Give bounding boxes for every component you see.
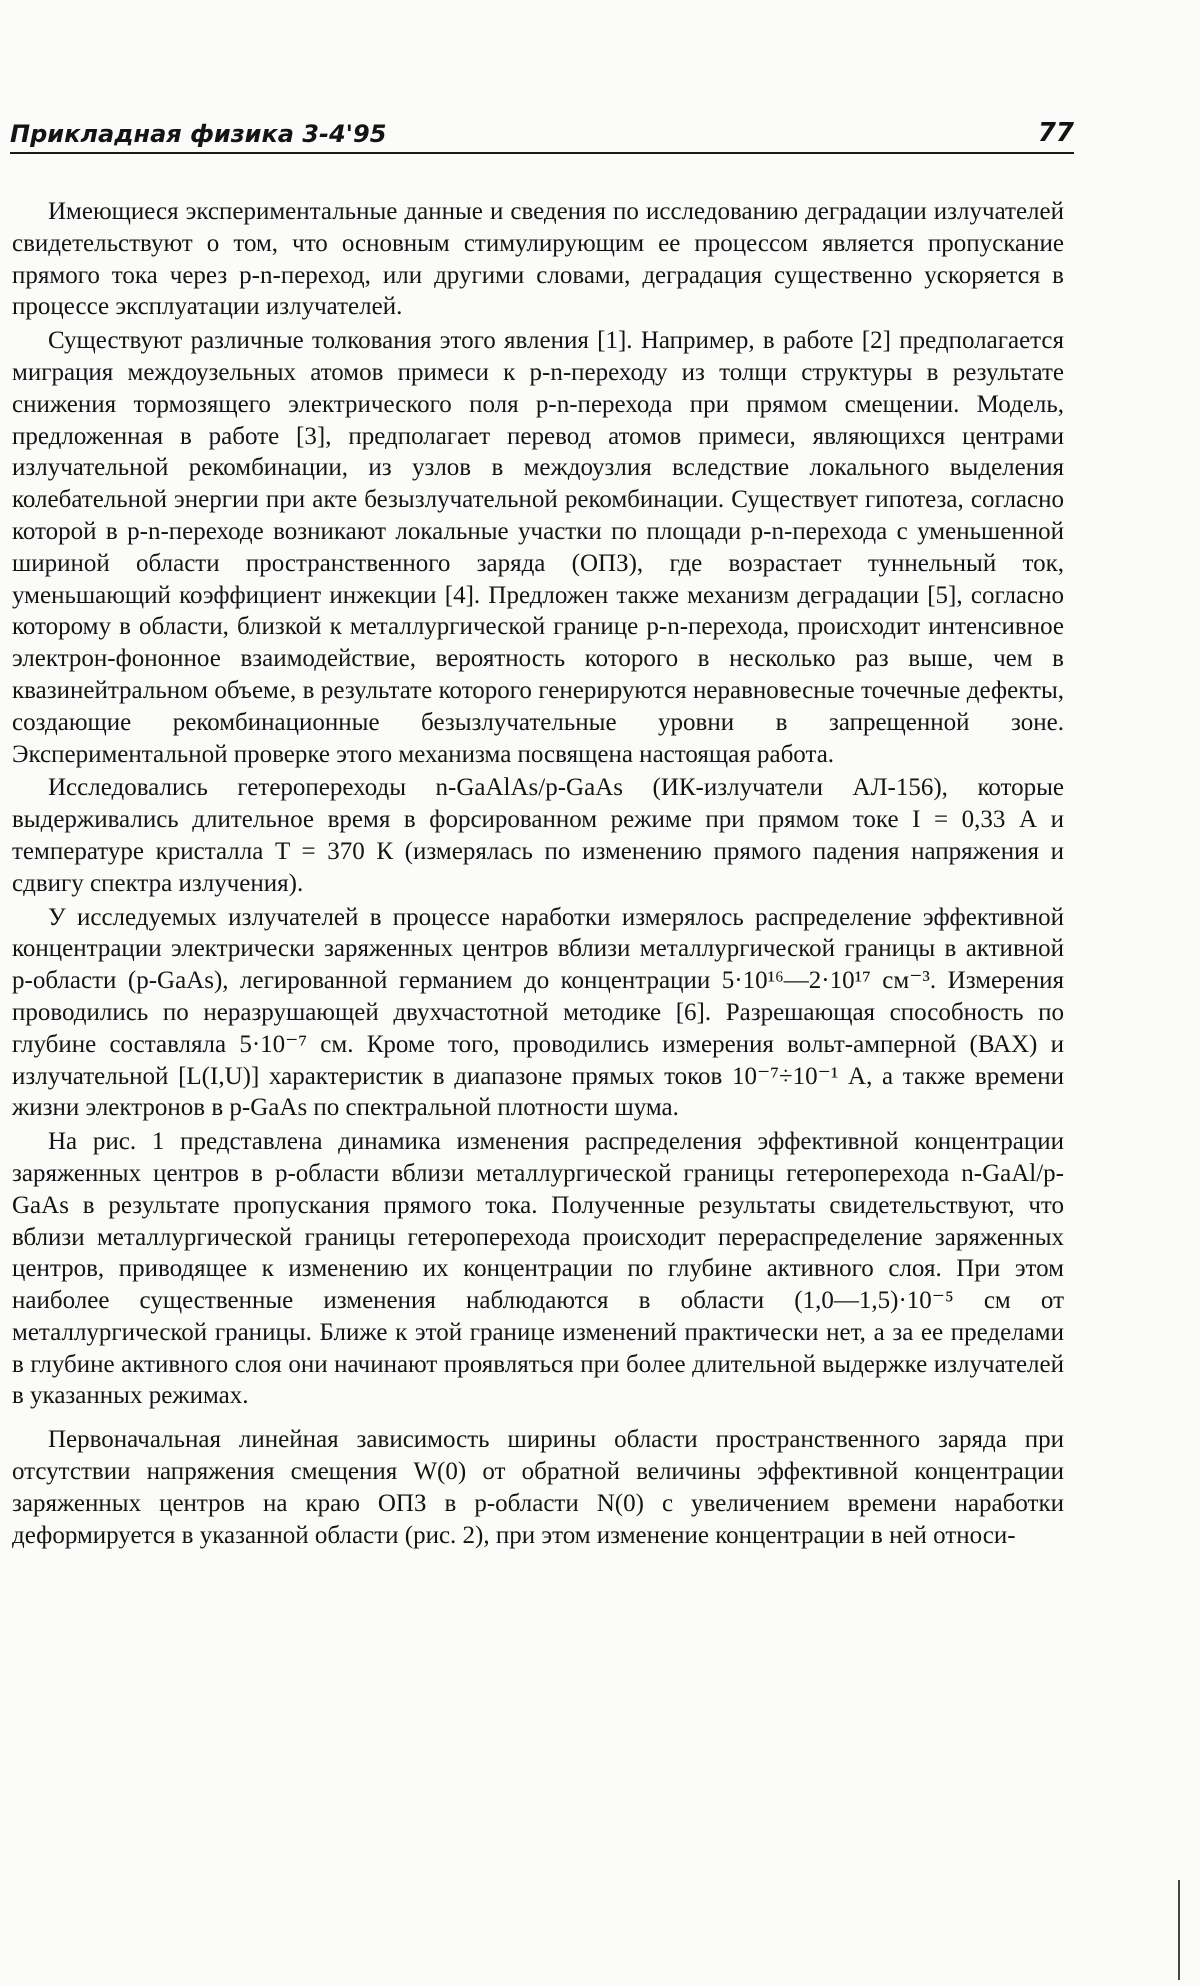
paragraph-interpretations: Существуют различные толкования этого явления [1]. Например, в работе [2] предполагается миграция междоузельных атомов примеси к p-n-переходу из толщи структуры в результате снижения тормозящего электрического поля p-n-перехода при прямом смещении. Модель, предложенная в работе [3], предполагает перевод атомов примеси, являющихся центрами излучательной рекомбинации, из узлов в междоузлия вследствие локального выделения колебательной энергии при акте безызлучательной рекомбинации. Существует гипотеза, согласно которой в p-n-переходе возникают локальные участки по площади p-n-перехода с уменьшенной шириной области пространственного заряда (ОПЗ), где возрастает туннельный ток, уменьшающий коэффициент инжекции [4]. Предложен также механизм деградации [5], согласно которому в области, близкой к металлургической границе p-n-перехода, происходит интенсивное электрон-фононное взаимодействие, вероятность которого в несколько раз выше, чем в квазинейтральном объеме, в результате которого генерируются неравновесные точечные дефекты, создающие рекомбинационные безызлучательные уровни в запрещенной зоне. Экспериментальной проверке этого механизма посвящена настоящая работа.: [12, 327, 1064, 768]
journal-title: Прикладная физика 3-4'95: [10, 120, 387, 148]
page-number: 77: [1037, 118, 1074, 148]
article-body: [12, 196, 1064, 1553]
paragraph-figure-1: На рис. 1 представлена динамика изменения распределения эффективной концентрации заряженных центров в p-области вблизи металлургической границы гетероперехода n-GaAl/p-GaAs в результате пропускания прямого тока. Полученные результаты свидетельствуют, что вблизи металлургической границы гетероперехода происходит перераспределение заряженных центров, приводящее к изменению их концентрации по глубине активного слоя. При этом наиболее существенные изменения наблюдаются в области (1,0—1,5)·10⁻⁵ см от металлургической границы. Ближе к этой границе изменений практически нет, а за ее пределами в глубине активного слоя они начинают проявляться при более длительной выдержке излучателей в указанных режимах.: [12, 1128, 1064, 1410]
paragraph-degradation-data: Имеющиеся экспериментальные данные и сведения по исследованию деградации излучателей свидетельствуют о том, что основным стимулирующим ее процессом является пропускание прямого тока через p-n-переход, или другими словами, деградация существенно ускоряется в процессе эксплуатации излучателей.: [12, 198, 1064, 321]
page-edge-shadow: [1178, 1880, 1180, 1980]
running-header: [10, 112, 1074, 154]
paragraph-figure-2: Первоначальная линейная зависимость ширины области пространственного заряда при отсутствии напряжения смещения W(0) от обратной величины эффективной концентрации заряженных центров на краю ОПЗ в p-области N(0) с увеличением времени наработки деформируется в указанной области (рис. 2), при этом изменение концентрации в ней относи-: [12, 1426, 1064, 1549]
paragraph-measurements: У исследуемых излучателей в процессе наработки измерялось распределение эффективной концентрации электрически заряженных центров вблизи металлургической границы в активной p-области (p-GaAs), легированной германием до концентрации 5·10¹⁶—2·10¹⁷ см⁻³. Измерения проводились по неразрушающей двухчастотной методике [6]. Разрешающая способность по глубине составляла 5·10⁻⁷ см. Кроме того, проводились измерения вольт-амперной (ВАХ) и излучательной [L(I,U)] характеристик в диапазоне прямых токов 10⁻⁷÷10⁻¹ А, а также времени жизни электронов в p-GaAs по спектральной плотности шума.: [12, 903, 1064, 1122]
paragraph-heterojunctions: Исследовались гетеропереходы n-GaAlAs/p-GaAs (ИК-излучатели АЛ-156), которые выдерживались длительное время в форсированном режиме при прямом токе I = 0,33 А и температуре кристалла T = 370 К (измерялась по изменению прямого падения напряжения и сдвигу спектра излучения).: [12, 774, 1064, 897]
